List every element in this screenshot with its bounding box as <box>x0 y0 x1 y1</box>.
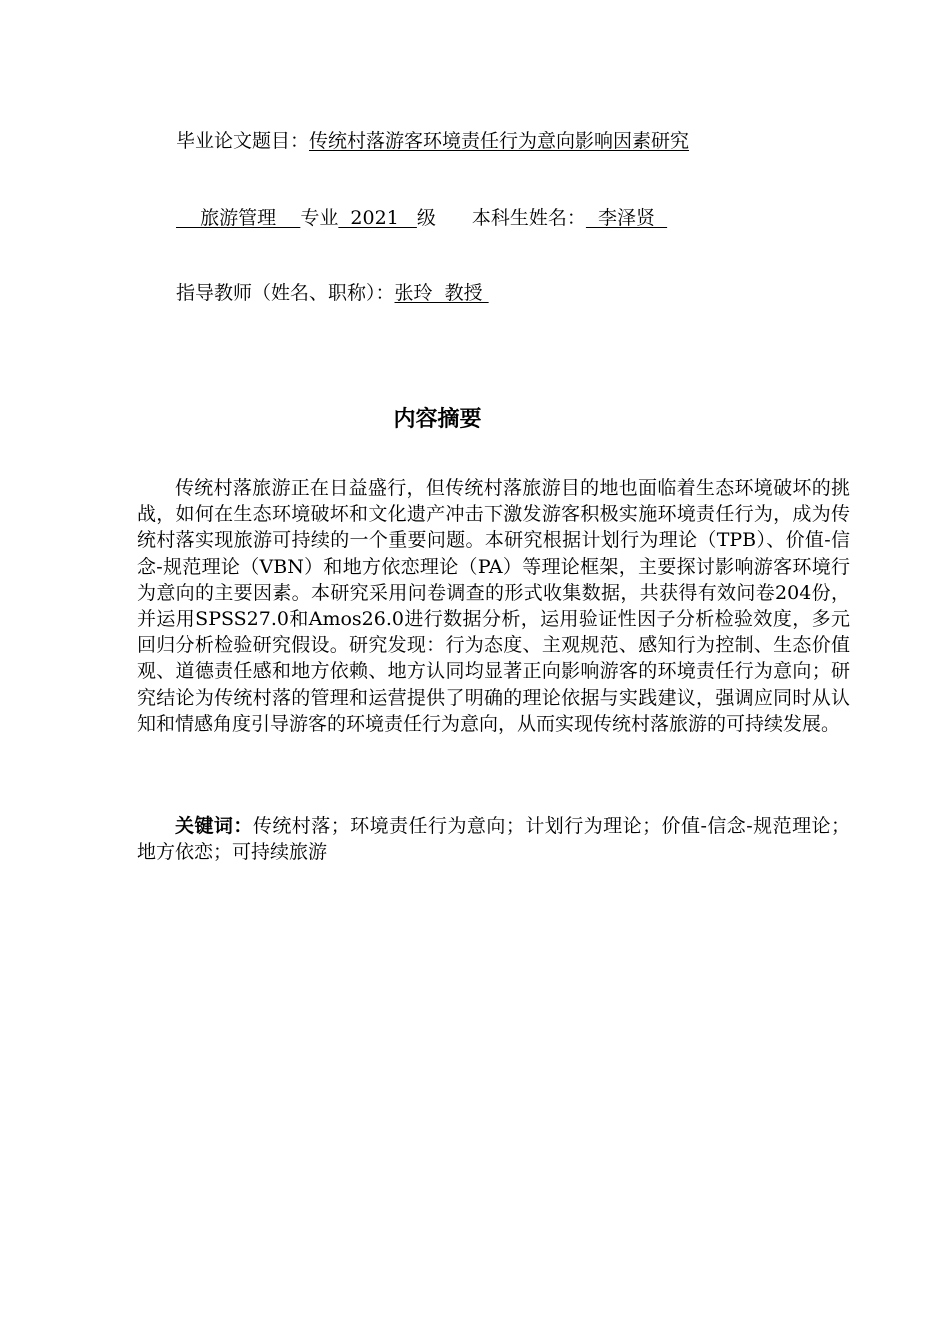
thesis-title-value: 传统村落游客环境责任行为意向影响因素研究 <box>309 130 690 152</box>
abstract-heading: 内容摘要 <box>393 407 482 432</box>
keywords-value: 传统村落；环境责任行为意向；计划行为理论；价值-信念-规范理论；地方依恋；可持续旅游 <box>137 815 850 863</box>
advisor-value: 张玲 教授 <box>394 282 489 304</box>
major-value: 旅游管理 <box>176 207 301 229</box>
grade-value: 2021 <box>338 207 417 229</box>
advisor-label: 指导教师（姓名、职称）： <box>176 282 395 304</box>
major-label: 专业 <box>300 207 339 229</box>
grade-label: 级 <box>416 207 436 229</box>
student-name-value: 李泽贤 <box>585 207 668 229</box>
abstract-body: 传统村落旅游正在日益盛行，但传统村落旅游目的地也面临着生态环境破坏的挑战，如何在生态环境破坏和文化遗产冲击下激发游客积极实施环境责任行为，成为传统村落实现旅游可持续的一个重要问题。本研究根据计划行为理论（TPB）、价值-信念-规范理论（VBN）和地方依恋理论（PA）等理论框架，主要探讨影响游客环境行为意向的主要因素。本研究采用问卷调查的形式收集数据，共获得有效问卷204份，并运用SPSS27.0和Amos26.0进行数据分析，运用验证性因子分析检验效度，多元回归分析检验研究假设。研究发现：行为态度、主观规范、感知行为控制、生态价值观、道德责任感和地方依赖、地方认同均显著正向影响游客的环境责任行为意向；研究结论为传统村落的管理和运营提供了明确的理论依据与实践建议，强调应同时从认知和情感角度引导游客的环境责任行为意向，从而实现传统村落旅游的可持续发展。 <box>137 477 850 735</box>
thesis-title-line <box>176 129 689 153</box>
student-name-label: 本科生姓名： <box>471 207 586 229</box>
thesis-title-label: 毕业论文题目： <box>176 130 310 152</box>
keywords-label: 关键词： <box>175 815 253 837</box>
major-grade-student-line <box>176 206 667 230</box>
advisor-line <box>176 281 489 305</box>
keywords-paragraph <box>137 813 850 865</box>
